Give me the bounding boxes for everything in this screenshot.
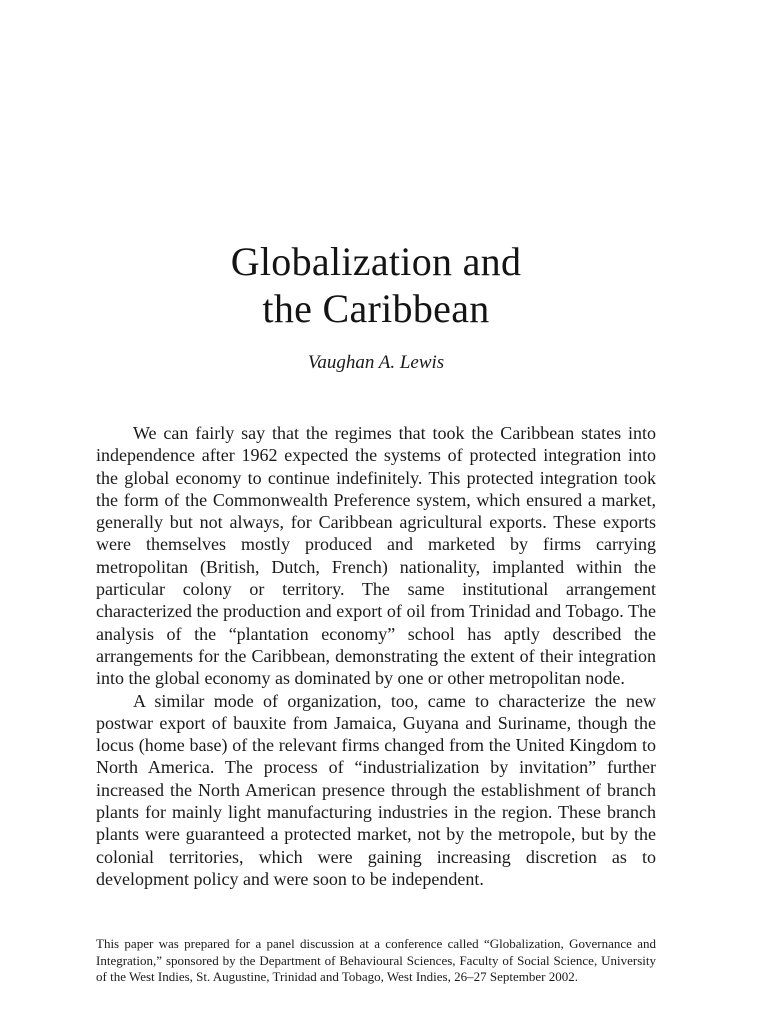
article-title bbox=[96, 238, 656, 332]
author-name: Vaughan A. Lewis bbox=[307, 352, 445, 373]
title-line-2: the Caribbean bbox=[262, 286, 490, 331]
body-paragraph-1: We can fairly say that the regimes that took the Caribbean states into independence after 1962 expected the systems of protected integration into the global economy to continue indefinitely. This protected integration took the form of the Commonwealth Preference system, which ensured a market, generally but not always, for Caribbean agricultural exports. These exports were themselves mostly produced and marketed by firms carrying metropolitan (British, Dutch, French) nationality, implanted within the particular colony or territory. The same institutional arrangement characterized the production and export of oil from Trinidad and Tobago. The analysis of the “plantation economy” school has aptly described the arrangements for the Caribbean, demonstrating the extent of their integration into the global economy as dominated by one or other metropolitan node. bbox=[96, 423, 656, 689]
article-body bbox=[96, 422, 656, 890]
body-paragraph-2: A similar mode of organization, too, came to characterize the new postwar export of bauxite from Jamaica, Guyana and Suriname, though the locus (home base) of the relevant firms changed from the United Kingdom to North America. The process of “industrialization by invitation” further increased the North American presence through the establishment of branch plants for mainly light manufacturing industries in the region. These branch plants were guaranteed a protected market, not by the metropole, but by the colonial territories, which were gaining increasing discretion as to development policy and were soon to be independent. bbox=[96, 690, 656, 889]
title-line-1: Globalization and bbox=[230, 239, 522, 284]
footnote: This paper was prepared for a panel discussion at a conference called “Globalization, Governance and Integration,” sponsored by the Department of Behavioural Sciences, Faculty of Social Science, University of the West Indies, St. Augustine, Trinidad and Tobago, West Indies, 26–27 September 2002. bbox=[96, 936, 656, 985]
